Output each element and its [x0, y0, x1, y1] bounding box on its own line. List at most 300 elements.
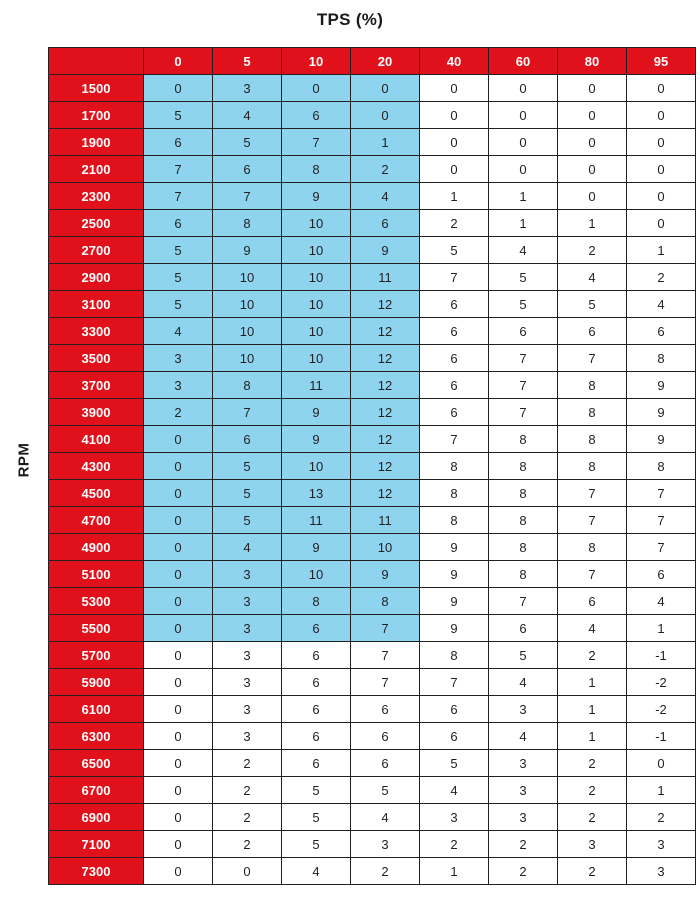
- matrix-cell[interactable]: 8: [489, 507, 558, 534]
- matrix-cell[interactable]: 6: [627, 561, 696, 588]
- matrix-cell[interactable]: 7: [351, 642, 420, 669]
- matrix-cell[interactable]: 6: [558, 588, 627, 615]
- row-header: 6100: [49, 696, 144, 723]
- matrix-cell[interactable]: 12: [351, 480, 420, 507]
- matrix-cell[interactable]: 8: [282, 588, 351, 615]
- matrix-cell[interactable]: 0: [144, 453, 213, 480]
- matrix-cell[interactable]: 10: [282, 237, 351, 264]
- matrix-cell[interactable]: 5: [213, 129, 282, 156]
- matrix-cell[interactable]: 10: [282, 210, 351, 237]
- matrix-cell[interactable]: 2: [420, 210, 489, 237]
- matrix-cell[interactable]: 0: [144, 723, 213, 750]
- matrix-cell[interactable]: 5: [282, 831, 351, 858]
- matrix-cell[interactable]: 0: [627, 210, 696, 237]
- matrix-cell[interactable]: 0: [627, 129, 696, 156]
- matrix-cell[interactable]: 0: [144, 696, 213, 723]
- matrix-cell[interactable]: 10: [213, 291, 282, 318]
- table-row: [49, 750, 696, 777]
- matrix-cell[interactable]: 2: [627, 804, 696, 831]
- matrix-cell[interactable]: 8: [420, 507, 489, 534]
- matrix-cell[interactable]: 9: [627, 426, 696, 453]
- matrix-cell[interactable]: 0: [144, 534, 213, 561]
- matrix-cell[interactable]: 3: [144, 372, 213, 399]
- matrix-cell[interactable]: 7: [627, 507, 696, 534]
- matrix-cell[interactable]: 1: [627, 237, 696, 264]
- matrix-cell[interactable]: 7: [144, 183, 213, 210]
- matrix-cell[interactable]: 1: [558, 210, 627, 237]
- matrix-cell[interactable]: 2: [213, 804, 282, 831]
- matrix-cell[interactable]: 2: [213, 750, 282, 777]
- row-header: 2700: [49, 237, 144, 264]
- matrix-cell[interactable]: 2: [420, 831, 489, 858]
- table-row: [49, 507, 696, 534]
- column-header: 5: [213, 48, 282, 75]
- table-row: [49, 237, 696, 264]
- matrix-cell[interactable]: 5: [144, 102, 213, 129]
- column-header: 0: [144, 48, 213, 75]
- matrix-cell[interactable]: 8: [420, 480, 489, 507]
- matrix-cell[interactable]: 2: [627, 264, 696, 291]
- matrix-cell[interactable]: 8: [558, 453, 627, 480]
- matrix-cell[interactable]: 3: [213, 75, 282, 102]
- matrix-cell[interactable]: 10: [213, 318, 282, 345]
- matrix-cell[interactable]: 8: [558, 426, 627, 453]
- row-header: 6700: [49, 777, 144, 804]
- matrix-cell[interactable]: 8: [489, 480, 558, 507]
- matrix-cell[interactable]: 6: [420, 345, 489, 372]
- matrix-cell[interactable]: 6: [489, 318, 558, 345]
- matrix-cell[interactable]: 6: [420, 291, 489, 318]
- matrix-cell[interactable]: 10: [282, 264, 351, 291]
- matrix-cell[interactable]: 5: [144, 264, 213, 291]
- matrix-cell[interactable]: 2: [558, 750, 627, 777]
- matrix-cell[interactable]: -2: [627, 696, 696, 723]
- matrix-cell[interactable]: 8: [627, 345, 696, 372]
- matrix-cell[interactable]: 3: [489, 777, 558, 804]
- column-header: 20: [351, 48, 420, 75]
- table-row: [49, 345, 696, 372]
- matrix-cell[interactable]: 0: [420, 102, 489, 129]
- matrix-cell[interactable]: 7: [558, 507, 627, 534]
- matrix-cell[interactable]: 0: [144, 831, 213, 858]
- matrix-cell[interactable]: 1: [489, 210, 558, 237]
- matrix-cell[interactable]: 8: [627, 453, 696, 480]
- matrix-cell[interactable]: 9: [420, 561, 489, 588]
- matrix-cell[interactable]: 4: [489, 237, 558, 264]
- matrix-cell[interactable]: 0: [420, 75, 489, 102]
- matrix-cell[interactable]: 0: [558, 129, 627, 156]
- matrix-cell[interactable]: 8: [282, 156, 351, 183]
- row-header: 7100: [49, 831, 144, 858]
- matrix-cell[interactable]: 6: [213, 156, 282, 183]
- matrix-cell[interactable]: 2: [489, 831, 558, 858]
- matrix-cell[interactable]: 2: [144, 399, 213, 426]
- table-row: [49, 318, 696, 345]
- table-row: [49, 777, 696, 804]
- matrix-cell[interactable]: 4: [627, 291, 696, 318]
- matrix-cell[interactable]: 2: [213, 777, 282, 804]
- matrix-cell[interactable]: 9: [420, 534, 489, 561]
- matrix-cell[interactable]: 2: [489, 858, 558, 885]
- matrix-cell[interactable]: 13: [282, 480, 351, 507]
- matrix-cell[interactable]: 4: [420, 777, 489, 804]
- matrix-cell[interactable]: 5: [282, 777, 351, 804]
- column-header: 60: [489, 48, 558, 75]
- matrix-cell[interactable]: 1: [558, 723, 627, 750]
- matrix-cell[interactable]: 10: [282, 318, 351, 345]
- matrix-cell[interactable]: 12: [351, 318, 420, 345]
- matrix-cell[interactable]: 3: [213, 669, 282, 696]
- matrix-cell[interactable]: 0: [489, 156, 558, 183]
- matrix-cell[interactable]: 12: [351, 291, 420, 318]
- matrix-cell[interactable]: 1: [558, 696, 627, 723]
- matrix-cell[interactable]: 9: [282, 183, 351, 210]
- matrix-cell[interactable]: 1: [420, 183, 489, 210]
- table-row: [49, 669, 696, 696]
- column-header: 80: [558, 48, 627, 75]
- matrix-cell[interactable]: 3: [213, 723, 282, 750]
- matrix-cell[interactable]: 0: [351, 102, 420, 129]
- matrix-cell[interactable]: -1: [627, 723, 696, 750]
- corner-cell: [49, 48, 144, 75]
- matrix-cell[interactable]: 2: [558, 642, 627, 669]
- matrix-cell[interactable]: 0: [144, 426, 213, 453]
- table-row: [49, 831, 696, 858]
- matrix-cell[interactable]: 0: [144, 561, 213, 588]
- table-row: [49, 129, 696, 156]
- matrix-cell[interactable]: 3: [489, 696, 558, 723]
- matrix-cell[interactable]: 0: [144, 858, 213, 885]
- matrix-cell[interactable]: 8: [213, 372, 282, 399]
- matrix-cell[interactable]: 8: [420, 642, 489, 669]
- matrix-cell[interactable]: 8: [489, 561, 558, 588]
- matrix-cell[interactable]: 0: [558, 75, 627, 102]
- matrix-cell[interactable]: 0: [627, 156, 696, 183]
- matrix-cell[interactable]: 7: [213, 399, 282, 426]
- matrix-cell[interactable]: 8: [420, 453, 489, 480]
- matrix-cell[interactable]: 5: [558, 291, 627, 318]
- column-header: 95: [627, 48, 696, 75]
- matrix-cell[interactable]: 4: [558, 615, 627, 642]
- column-axis-title: TPS (%): [316, 10, 384, 29]
- row-header: 6300: [49, 723, 144, 750]
- row-header: 3300: [49, 318, 144, 345]
- matrix-cell[interactable]: 8: [489, 426, 558, 453]
- matrix-cell[interactable]: 5: [213, 480, 282, 507]
- matrix-cell[interactable]: 10: [282, 345, 351, 372]
- row-header: 3900: [49, 399, 144, 426]
- matrix-cell[interactable]: 0: [144, 642, 213, 669]
- table-row: [49, 183, 696, 210]
- matrix-cell[interactable]: 6: [351, 750, 420, 777]
- matrix-cell[interactable]: 10: [282, 561, 351, 588]
- row-header: 6500: [49, 750, 144, 777]
- matrix-cell[interactable]: 11: [351, 264, 420, 291]
- matrix-cell[interactable]: 8: [489, 534, 558, 561]
- matrix-cell[interactable]: 1: [489, 183, 558, 210]
- row-header: 2900: [49, 264, 144, 291]
- matrix-cell[interactable]: 6: [282, 615, 351, 642]
- matrix-cell[interactable]: 3: [627, 831, 696, 858]
- matrix-cell[interactable]: 5: [213, 507, 282, 534]
- row-header: 4500: [49, 480, 144, 507]
- matrix-cell[interactable]: 6: [351, 696, 420, 723]
- matrix-cell[interactable]: 0: [627, 102, 696, 129]
- matrix-cell[interactable]: 11: [351, 507, 420, 534]
- matrix-cell[interactable]: 10: [282, 453, 351, 480]
- matrix-cell[interactable]: 0: [489, 129, 558, 156]
- matrix-cell[interactable]: 5: [144, 291, 213, 318]
- table-row: [49, 858, 696, 885]
- matrix-cell[interactable]: 0: [144, 588, 213, 615]
- matrix-cell[interactable]: 7: [420, 669, 489, 696]
- matrix-cell[interactable]: 8: [558, 372, 627, 399]
- row-header: 5500: [49, 615, 144, 642]
- matrix-cell[interactable]: 0: [420, 129, 489, 156]
- matrix-cell[interactable]: 0: [213, 858, 282, 885]
- matrix-cell[interactable]: 1: [420, 858, 489, 885]
- matrix-cell[interactable]: 1: [351, 129, 420, 156]
- matrix-cell[interactable]: 3: [489, 804, 558, 831]
- matrix-cell[interactable]: 4: [351, 804, 420, 831]
- row-axis-title: RPM: [15, 442, 33, 478]
- matrix-cell[interactable]: 0: [144, 480, 213, 507]
- matrix-cell[interactable]: 7: [558, 345, 627, 372]
- matrix-cell[interactable]: 10: [213, 264, 282, 291]
- matrix-cell[interactable]: 7: [144, 156, 213, 183]
- matrix-cell[interactable]: 7: [489, 399, 558, 426]
- matrix-cell[interactable]: 7: [351, 669, 420, 696]
- matrix-cell[interactable]: 0: [144, 804, 213, 831]
- matrix-cell[interactable]: 3: [558, 831, 627, 858]
- matrix-cell[interactable]: 1: [627, 777, 696, 804]
- matrix-cell[interactable]: 10: [213, 345, 282, 372]
- matrix-cell[interactable]: 8: [558, 534, 627, 561]
- matrix-cell[interactable]: 9: [420, 615, 489, 642]
- matrix-cell[interactable]: 0: [144, 615, 213, 642]
- table-row: [49, 372, 696, 399]
- matrix-cell[interactable]: 6: [144, 210, 213, 237]
- matrix-cell[interactable]: 2: [558, 858, 627, 885]
- matrix-cell[interactable]: 9: [627, 372, 696, 399]
- matrix-cell[interactable]: 5: [489, 642, 558, 669]
- matrix-cell[interactable]: 12: [351, 399, 420, 426]
- matrix-cell[interactable]: 1: [558, 669, 627, 696]
- matrix-cell[interactable]: 9: [351, 561, 420, 588]
- table-row: [49, 426, 696, 453]
- matrix-cell[interactable]: 2: [213, 831, 282, 858]
- matrix-cell[interactable]: 7: [558, 561, 627, 588]
- matrix-cell[interactable]: 6: [420, 372, 489, 399]
- table-row: [49, 723, 696, 750]
- matrix-cell[interactable]: 5: [144, 237, 213, 264]
- matrix-cell[interactable]: 3: [213, 588, 282, 615]
- matrix-cell[interactable]: 7: [627, 480, 696, 507]
- matrix-cell[interactable]: 12: [351, 426, 420, 453]
- table-row: [49, 156, 696, 183]
- row-header: 7300: [49, 858, 144, 885]
- matrix-cell[interactable]: 8: [351, 588, 420, 615]
- table-body: [49, 75, 696, 885]
- row-header: 5100: [49, 561, 144, 588]
- matrix-cell[interactable]: 9: [627, 399, 696, 426]
- table-row: [49, 210, 696, 237]
- matrix-cell[interactable]: 9: [420, 588, 489, 615]
- matrix-cell[interactable]: 7: [213, 183, 282, 210]
- matrix-cell[interactable]: 0: [627, 183, 696, 210]
- matrix-cell[interactable]: 5: [420, 750, 489, 777]
- matrix-cell[interactable]: 5: [489, 264, 558, 291]
- matrix-cell[interactable]: 8: [213, 210, 282, 237]
- matrix-cell[interactable]: 0: [144, 777, 213, 804]
- matrix-cell[interactable]: 6: [282, 669, 351, 696]
- matrix-cell[interactable]: 0: [627, 750, 696, 777]
- matrix-cell[interactable]: 12: [351, 345, 420, 372]
- table-row: [49, 75, 696, 102]
- matrix-cell[interactable]: 4: [627, 588, 696, 615]
- matrix-cell[interactable]: 6: [282, 723, 351, 750]
- row-header: 1500: [49, 75, 144, 102]
- matrix-cell[interactable]: 7: [282, 129, 351, 156]
- matrix-cell[interactable]: 6: [420, 723, 489, 750]
- matrix-cell[interactable]: 8: [558, 399, 627, 426]
- matrix-cell[interactable]: 2: [351, 858, 420, 885]
- header-row: [49, 48, 696, 75]
- table-row: [49, 561, 696, 588]
- matrix-cell[interactable]: 6: [420, 318, 489, 345]
- matrix-cell[interactable]: -1: [627, 642, 696, 669]
- matrix-cell[interactable]: 2: [558, 804, 627, 831]
- matrix-cell[interactable]: 5: [420, 237, 489, 264]
- matrix-cell[interactable]: -2: [627, 669, 696, 696]
- matrix-cell[interactable]: 2: [558, 237, 627, 264]
- matrix-cell[interactable]: 10: [351, 534, 420, 561]
- matrix-cell[interactable]: 1: [627, 615, 696, 642]
- matrix-cell[interactable]: 7: [489, 588, 558, 615]
- matrix-cell[interactable]: 3: [213, 561, 282, 588]
- matrix-cell[interactable]: 5: [282, 804, 351, 831]
- matrix-cell[interactable]: 0: [489, 102, 558, 129]
- matrix-cell[interactable]: 3: [144, 345, 213, 372]
- matrix-cell[interactable]: 7: [489, 345, 558, 372]
- matrix-cell[interactable]: 7: [420, 426, 489, 453]
- table-row: [49, 696, 696, 723]
- matrix-cell[interactable]: 0: [420, 156, 489, 183]
- matrix-cell[interactable]: 6: [558, 318, 627, 345]
- matrix-cell[interactable]: 4: [351, 183, 420, 210]
- matrix-cell[interactable]: 6: [351, 723, 420, 750]
- matrix-cell[interactable]: 7: [627, 534, 696, 561]
- matrix-cell[interactable]: 0: [282, 75, 351, 102]
- matrix-cell[interactable]: 7: [489, 372, 558, 399]
- matrix-cell[interactable]: 3: [627, 858, 696, 885]
- matrix-cell[interactable]: 0: [627, 75, 696, 102]
- matrix-cell[interactable]: 0: [144, 750, 213, 777]
- column-header: 40: [420, 48, 489, 75]
- matrix-cell[interactable]: 3: [213, 642, 282, 669]
- matrix-cell[interactable]: 12: [351, 453, 420, 480]
- matrix-cell[interactable]: 6: [420, 399, 489, 426]
- matrix-cell[interactable]: 4: [282, 858, 351, 885]
- matrix-cell[interactable]: 3: [351, 831, 420, 858]
- matrix-cell[interactable]: 4: [144, 318, 213, 345]
- matrix-cell[interactable]: 3: [213, 615, 282, 642]
- matrix-cell[interactable]: 6: [282, 750, 351, 777]
- matrix-cell[interactable]: 6: [282, 642, 351, 669]
- matrix-cell[interactable]: 5: [351, 777, 420, 804]
- matrix-cell[interactable]: 0: [144, 75, 213, 102]
- row-header: 3700: [49, 372, 144, 399]
- matrix-cell[interactable]: 6: [282, 102, 351, 129]
- matrix-cell[interactable]: 6: [282, 696, 351, 723]
- matrix-cell[interactable]: 3: [213, 696, 282, 723]
- table-row: [49, 615, 696, 642]
- matrix-cell[interactable]: 9: [282, 399, 351, 426]
- matrix-cell[interactable]: 12: [351, 372, 420, 399]
- matrix-cell[interactable]: 11: [282, 372, 351, 399]
- table-row: [49, 480, 696, 507]
- matrix-cell[interactable]: 4: [558, 264, 627, 291]
- row-header: 4300: [49, 453, 144, 480]
- matrix-cell[interactable]: 10: [282, 291, 351, 318]
- matrix-cell[interactable]: 7: [351, 615, 420, 642]
- matrix-cell[interactable]: 7: [420, 264, 489, 291]
- matrix-cell[interactable]: 0: [558, 183, 627, 210]
- matrix-cell[interactable]: 6: [351, 210, 420, 237]
- matrix-cell[interactable]: 5: [213, 453, 282, 480]
- matrix-cell[interactable]: 6: [489, 615, 558, 642]
- matrix-cell[interactable]: 5: [489, 291, 558, 318]
- table-row: [49, 264, 696, 291]
- table-row: [49, 642, 696, 669]
- matrix-cell[interactable]: 6: [144, 129, 213, 156]
- matrix-cell[interactable]: 7: [558, 480, 627, 507]
- matrix-cell[interactable]: 4: [213, 102, 282, 129]
- matrix-cell[interactable]: 3: [489, 750, 558, 777]
- matrix-cell[interactable]: 9: [351, 237, 420, 264]
- matrix-cell[interactable]: 2: [558, 777, 627, 804]
- matrix-cell[interactable]: 0: [558, 102, 627, 129]
- matrix-cell[interactable]: 6: [213, 426, 282, 453]
- matrix-cell[interactable]: 11: [282, 507, 351, 534]
- column-header: 10: [282, 48, 351, 75]
- matrix-cell[interactable]: 0: [558, 156, 627, 183]
- matrix-cell[interactable]: 2: [351, 156, 420, 183]
- matrix-cell[interactable]: 0: [351, 75, 420, 102]
- table-row: [49, 102, 696, 129]
- table-row: [49, 588, 696, 615]
- row-header: 6900: [49, 804, 144, 831]
- matrix-cell[interactable]: 9: [282, 534, 351, 561]
- matrix-cell[interactable]: 0: [489, 75, 558, 102]
- row-header: 3500: [49, 345, 144, 372]
- matrix-cell[interactable]: 6: [627, 318, 696, 345]
- row-header: 2500: [49, 210, 144, 237]
- matrix-cell[interactable]: 6: [420, 696, 489, 723]
- row-header: 5700: [49, 642, 144, 669]
- table-row: [49, 804, 696, 831]
- matrix-cell[interactable]: 0: [144, 669, 213, 696]
- matrix-cell[interactable]: 4: [213, 534, 282, 561]
- row-header: 3100: [49, 291, 144, 318]
- matrix-cell[interactable]: 0: [144, 507, 213, 534]
- matrix-cell[interactable]: 9: [282, 426, 351, 453]
- matrix-cell[interactable]: 3: [420, 804, 489, 831]
- matrix-cell[interactable]: 8: [489, 453, 558, 480]
- matrix-cell[interactable]: 4: [489, 669, 558, 696]
- matrix-cell[interactable]: 4: [489, 723, 558, 750]
- matrix-cell[interactable]: 9: [213, 237, 282, 264]
